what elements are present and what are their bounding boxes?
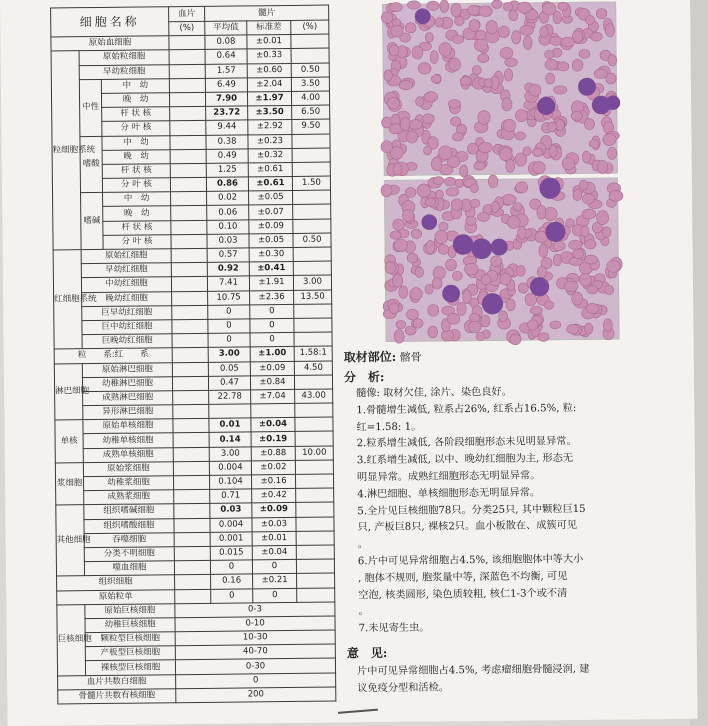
cell-sd: ±0.84 — [250, 375, 294, 390]
analysis-line: 4.淋巴细胞、单核细胞形态无明显异常。 — [357, 487, 541, 501]
cell-range: 10-30 — [175, 630, 335, 646]
opinion-label: 意 见: — [346, 645, 388, 661]
cell-mean: 6.49 — [205, 78, 247, 93]
header-blood: 血片 — [169, 6, 205, 21]
cell-name: 晚 幼 — [101, 93, 169, 108]
cell-mean: 3.00 — [209, 447, 251, 462]
cell-name: 血片共数白细胞 — [58, 674, 176, 689]
cell-mean: 10.75 — [208, 290, 250, 305]
cell-mean: 0.10 — [207, 220, 249, 235]
cell-pct — [293, 204, 331, 219]
cell-name: 原始血细胞 — [51, 36, 169, 51]
cell-name: 杆 状 核 — [102, 164, 170, 179]
table-row — [58, 687, 336, 704]
cell-pct — [294, 375, 332, 390]
cell-sd: 0 — [250, 304, 294, 319]
cell-name: 分 叶 核 — [102, 178, 170, 193]
cell-blood — [170, 177, 206, 192]
analysis-line: 2.粒系增生减低, 各阶段细胞形态未见明显异常。 — [356, 436, 577, 450]
cell-name: 原始巨核细胞 — [85, 603, 175, 618]
cell-mean: 0.14 — [209, 432, 251, 447]
cell-name: 晚 幼 — [103, 206, 171, 221]
cell-blood — [170, 149, 206, 164]
analysis-line: 7.未见寄生虫。 — [358, 622, 430, 635]
cell-blood — [173, 404, 209, 419]
cell-pct — [296, 488, 334, 503]
cell-pct — [296, 531, 334, 546]
cell-blood — [172, 305, 208, 320]
cell-sd: 0 — [253, 588, 297, 603]
cell-blood — [171, 234, 207, 249]
system-erythroid: 红细胞系统 — [53, 250, 82, 350]
cell-sd: ±0.04 — [252, 545, 296, 560]
cell-blood — [172, 319, 208, 334]
cell-pct: 43.00 — [295, 389, 333, 404]
cell-name: 组织嗜碱细胞 — [84, 504, 174, 519]
micrograph-bottom — [384, 178, 620, 342]
cell-mean: 0.86 — [206, 177, 248, 192]
cell-pct — [293, 219, 331, 234]
cell-mean: 0.001 — [210, 532, 252, 547]
cell-mean: 0.02 — [207, 191, 249, 206]
cell-blood — [170, 121, 206, 136]
header-sd: 标准差 — [247, 20, 291, 35]
header-cell-name: 细胞名称 — [51, 7, 169, 37]
cell-mean: 0.004 — [210, 517, 252, 532]
cell-name: 巨中幼红细胞 — [82, 320, 172, 335]
header-pct: (%) — [291, 20, 329, 35]
cell-blood — [172, 348, 208, 363]
system-lymph: 淋巴细胞 — [54, 363, 83, 420]
cell-blood — [171, 220, 207, 235]
cell-mean: 0.05 — [208, 361, 250, 376]
cell-range: 40-70 — [175, 644, 335, 660]
cell-sd: ±3.50 — [248, 106, 292, 121]
cell-mean: 22.78 — [209, 390, 251, 405]
cell-blood — [173, 433, 209, 448]
cell-pct — [294, 332, 332, 347]
cell-sd: ±1.00 — [250, 347, 294, 362]
cell-sd: 0 — [250, 318, 294, 333]
cell-name: 巨早幼红细胞 — [82, 305, 172, 320]
cell-blood — [174, 532, 210, 547]
cell-blood — [172, 376, 208, 391]
cell-mean: 0.16 — [211, 574, 253, 589]
cell-mean: 0 — [208, 333, 250, 348]
cell-mean: 0.03 — [210, 503, 252, 518]
cell-sd: ±0.21 — [253, 574, 297, 589]
cell-sd: ±1.91 — [249, 276, 293, 291]
cell-blood — [169, 64, 205, 79]
cell-pct — [294, 318, 332, 333]
cell-name: 粒 系:红 系 — [54, 348, 172, 363]
site-line — [344, 348, 422, 366]
cell-mean — [209, 404, 251, 419]
cell-sd: ±0.23 — [248, 134, 292, 149]
cell-range: 0-30 — [175, 658, 335, 674]
cell-name: 吞噬细胞 — [84, 532, 174, 547]
cell-sd: ±0.16 — [252, 474, 296, 489]
analysis-line: 髓像: 取材欠佳, 涂片、染色良好。 — [356, 386, 512, 400]
cell-mean: 0.57 — [207, 248, 249, 263]
cell-mean: 1.25 — [206, 163, 248, 178]
cell-name: 骨髓片共数有核细胞 — [58, 689, 176, 704]
cell-mean: 0.015 — [210, 546, 252, 561]
cell-name: 组织嗜酸细胞 — [84, 518, 174, 533]
cell-pct — [296, 559, 334, 574]
cell-blood — [172, 291, 208, 306]
cell-pct — [296, 517, 334, 532]
cell-blood — [169, 50, 205, 65]
cell-pct — [292, 148, 330, 163]
cell-pct — [297, 573, 335, 588]
analysis-line: , 胞体不规则, 胞浆量中等, 深蓝色不均衡, 可见 — [358, 570, 568, 585]
cell-sd: 0 — [252, 560, 296, 575]
cell-sd: ±0.09 — [250, 361, 294, 376]
cell-pct: 1.50 — [292, 176, 330, 191]
cell-sd: ±0.60 — [247, 63, 291, 78]
table-body — [51, 34, 336, 704]
cell-name: 原始浆细胞 — [83, 462, 173, 477]
cell-name: 中幼红细胞 — [81, 277, 171, 292]
cell-range: 200 — [176, 687, 336, 703]
cell-pct: 3.00 — [293, 275, 331, 290]
cell-sd: ±0.01 — [247, 35, 291, 50]
cell-sd: ±0.41 — [249, 262, 293, 277]
cell-blood — [175, 589, 211, 604]
cell-mean: 0 — [210, 560, 252, 575]
cell-name: 幼稚浆细胞 — [83, 476, 173, 491]
cell-blood — [171, 248, 207, 263]
cell-sd: ±0.88 — [251, 446, 295, 461]
cell-name: 颗粒型巨核细胞 — [85, 632, 175, 647]
cell-mean: 0.47 — [208, 376, 250, 391]
cell-blood — [173, 390, 209, 405]
cell-blood — [169, 78, 205, 93]
analysis-line: 5.全片见巨核细胞78只。分类25只, 其中颗粒巨15 — [357, 503, 586, 517]
cell-pct — [291, 34, 329, 49]
cell-pct: 1.58:1 — [294, 346, 332, 361]
sub-neutrophil: 中性 — [79, 79, 102, 136]
cell-name: 杆 状 核 — [102, 107, 170, 122]
system-mega: 巨核细胞 — [57, 604, 86, 675]
cell-sd: ±0.05 — [249, 191, 293, 206]
cell-name: 分类不明细胞 — [84, 547, 174, 562]
cell-name: 产板型巨核细胞 — [85, 646, 175, 661]
cell-blood — [174, 504, 210, 519]
cell-mean: 0.01 — [209, 418, 251, 433]
system-granulocyte: 粒细胞系统 — [51, 51, 81, 250]
cell-mean: 0.03 — [207, 234, 249, 249]
cell-mean: 0.004 — [209, 461, 251, 476]
cell-name: 杆 状 核 — [103, 220, 171, 235]
cell-blood — [170, 92, 206, 107]
cell-blood — [174, 546, 210, 561]
system-mono: 单核 — [55, 420, 83, 463]
cell-blood — [173, 419, 209, 434]
cell-sd: ±0.01 — [252, 531, 296, 546]
system-other: 其他细胞 — [56, 505, 85, 576]
cell-pct — [291, 48, 329, 63]
cell-pct — [295, 403, 333, 418]
cell-blood — [174, 490, 210, 505]
cell-name: 原始粒单 — [57, 589, 175, 604]
analysis-line: 6.片中可见异常细胞占4.5%, 该细胞胞体中等大小 — [357, 553, 584, 568]
cell-blood — [174, 560, 210, 575]
cell-mean: 0.92 — [207, 262, 249, 277]
cell-pct: 10.00 — [295, 446, 333, 461]
cell-blood — [169, 36, 205, 51]
analysis-label: 分 析: — [343, 369, 385, 385]
cell-sd: ±0.19 — [251, 432, 295, 447]
cell-blood — [175, 575, 211, 590]
cell-sd: ±0.61 — [248, 162, 292, 177]
cell-blood — [174, 475, 210, 490]
cell-blood — [174, 518, 210, 533]
analysis-line: 红=1.58: 1。 — [356, 421, 422, 433]
cell-sd: ±0.07 — [249, 205, 293, 220]
cell-sd: ±0.09 — [249, 219, 293, 234]
cell-pct: 6.50 — [292, 105, 330, 120]
cell-name: 中 幼 — [102, 135, 170, 150]
cell-name: 组织细胞 — [57, 575, 175, 590]
cell-blood — [171, 192, 207, 207]
analysis-text — [356, 383, 659, 638]
analysis-line: 只, 产板巨8只, 裸核2只。血小板散在、成簇可见 — [357, 520, 578, 534]
cell-name: 噬血细胞 — [84, 561, 174, 576]
cell-blood — [172, 333, 208, 348]
cell-mean: 0.08 — [205, 35, 247, 50]
cell-mean: 0.64 — [205, 49, 247, 64]
cell-name: 中 幼 — [101, 78, 169, 93]
system-plasma: 浆细胞 — [55, 462, 83, 505]
cell-sd: ±0.03 — [252, 517, 296, 532]
cell-name: 早幼粒细胞 — [79, 64, 169, 79]
handwritten-mark — [337, 695, 378, 714]
cell-name: 异形淋巴细胞 — [83, 405, 173, 420]
cell-mean: 0.38 — [206, 134, 248, 149]
cell-name: 分 叶 核 — [103, 235, 171, 250]
cell-sd: ±0.30 — [249, 247, 293, 262]
cell-mean: 1.57 — [205, 63, 247, 78]
cell-pct: 9.50 — [292, 119, 330, 134]
cell-pct — [296, 545, 334, 560]
site-value: 髂骨 — [399, 350, 422, 364]
cell-sd: ±0.04 — [251, 418, 295, 433]
cell-pct — [292, 134, 330, 149]
site-label: 取材部位: — [343, 349, 397, 365]
cell-blood — [171, 206, 207, 221]
cell-pct — [296, 502, 334, 517]
cell-mean: 7.41 — [207, 276, 249, 291]
cell-mean: 0.71 — [210, 489, 252, 504]
cell-blood — [171, 263, 207, 278]
opinion-line: 议免疫分型和活检。 — [357, 682, 449, 695]
cell-pct — [295, 417, 333, 432]
cell-pct — [297, 588, 335, 603]
cell-name: 裸核型巨核细胞 — [85, 660, 175, 675]
cell-pct — [293, 247, 331, 262]
cell-name: 巨晚幼红细胞 — [82, 334, 172, 349]
cell-pct — [294, 304, 332, 319]
cell-sd: ±7.04 — [251, 389, 295, 404]
cell-pct: 4.00 — [292, 91, 330, 106]
cell-mean: 9.44 — [206, 120, 248, 135]
cell-name: 幼稚巨核细胞 — [85, 618, 175, 633]
cell-name: 晚 幼 — [102, 149, 170, 164]
cell-name: 原始单核细胞 — [83, 419, 173, 434]
cell-range: 0 — [176, 673, 336, 689]
cell-mean: 0 — [211, 588, 253, 603]
analysis-line: 1.骨髓增生减低, 粒系占26%, 红系占16.5%, 粒: — [356, 402, 577, 417]
cell-pct — [295, 431, 333, 446]
cell-pct — [292, 162, 330, 177]
cell-sd: ±0.33 — [247, 49, 291, 64]
analysis-line: 3.红系增生减低, 以中、晚幼红细胞为主, 形态无 — [356, 453, 574, 467]
cell-range: 0-10 — [175, 616, 335, 632]
cell-mean: 0.49 — [206, 149, 248, 164]
sub-eosinophil: 嗜酸 — [80, 136, 103, 193]
cell-sd: ±0.61 — [248, 177, 292, 192]
cell-pct: 0.50 — [291, 63, 329, 78]
cell-name: 晚幼红细胞 — [82, 291, 172, 306]
cell-blood — [170, 106, 206, 121]
cell-sd: ±2.36 — [250, 290, 294, 305]
analysis-line: 空泡, 核类圆形, 染色质较粗, 核仁1-3个或不清 — [358, 587, 568, 601]
header-blood-unit: (%) — [169, 21, 205, 36]
cell-mean: 3.00 — [208, 347, 250, 362]
cell-name: 成熟浆细胞 — [84, 490, 174, 505]
cell-name: 原始淋巴细胞 — [82, 362, 172, 377]
cell-blood — [171, 277, 207, 292]
cell-name: 成熟单核细胞 — [83, 447, 173, 462]
cell-sd: ±0.02 — [251, 460, 295, 475]
cell-sd: ±0.32 — [248, 148, 292, 163]
cell-name: 幼稚淋巴细胞 — [82, 376, 172, 391]
cell-name: 中 幼 — [103, 192, 171, 207]
header-marrow: 髓片 — [205, 5, 329, 21]
opinion-text — [357, 661, 657, 698]
cell-name: 分 叶 核 — [102, 121, 170, 136]
cell-sd: ±2.92 — [248, 120, 292, 135]
cell-count-table — [50, 5, 336, 705]
cell-mean: 7.90 — [206, 92, 248, 107]
cell-sd: ±0.09 — [252, 503, 296, 518]
cell-pct: 13.50 — [294, 290, 332, 305]
analysis-line: 。 — [358, 606, 369, 618]
cell-pct: 4.50 — [294, 361, 332, 376]
cell-sd: ±2.04 — [247, 77, 291, 92]
cell-sd: 0 — [250, 333, 294, 348]
cell-sd: ±1.97 — [248, 91, 292, 106]
cell-mean: 0.06 — [207, 205, 249, 220]
sub-basophil: 嗜碱 — [81, 193, 104, 250]
cell-name: 幼稚单核细胞 — [83, 433, 173, 448]
analysis-line: 明显异常。成熟红细胞形态无明显异常。 — [356, 470, 541, 484]
cell-pct — [295, 460, 333, 475]
cell-name: 原始红细胞 — [81, 249, 171, 264]
cell-name: 原始粒细胞 — [79, 50, 169, 65]
cell-pct — [293, 261, 331, 276]
cell-blood — [170, 163, 206, 178]
analysis-line: 。 — [357, 539, 368, 551]
cell-pct — [296, 474, 334, 489]
cell-mean: 0.104 — [210, 475, 252, 490]
opinion-line: 片中可见异常细胞占4.5%, 考虑瘤细胞骨髓浸润, 建 — [356, 663, 590, 678]
cell-mean: 0 — [208, 319, 250, 334]
cell-blood — [173, 461, 209, 476]
cell-sd: ±0.42 — [252, 489, 296, 504]
cell-sd: ±0.05 — [249, 233, 293, 248]
cell-name: 成熟淋巴细胞 — [83, 391, 173, 406]
micrograph-bone-marrow-icon — [385, 179, 619, 341]
cell-sd — [251, 403, 295, 418]
cell-pct: 3.50 — [291, 77, 329, 92]
micrograph-bone-marrow-icon — [383, 3, 617, 175]
cell-blood — [172, 362, 208, 377]
micrograph-top — [382, 2, 618, 176]
cell-name: 早幼红细胞 — [81, 263, 171, 278]
cell-pct — [293, 190, 331, 205]
cell-pct: 0.50 — [293, 233, 331, 248]
cell-blood — [170, 135, 206, 150]
cell-mean: 0 — [208, 305, 250, 320]
cell-blood — [173, 447, 209, 462]
cell-range: 0-3 — [175, 602, 335, 618]
header-mean: 平均值 — [205, 21, 247, 36]
cell-mean: 23.72 — [206, 106, 248, 121]
